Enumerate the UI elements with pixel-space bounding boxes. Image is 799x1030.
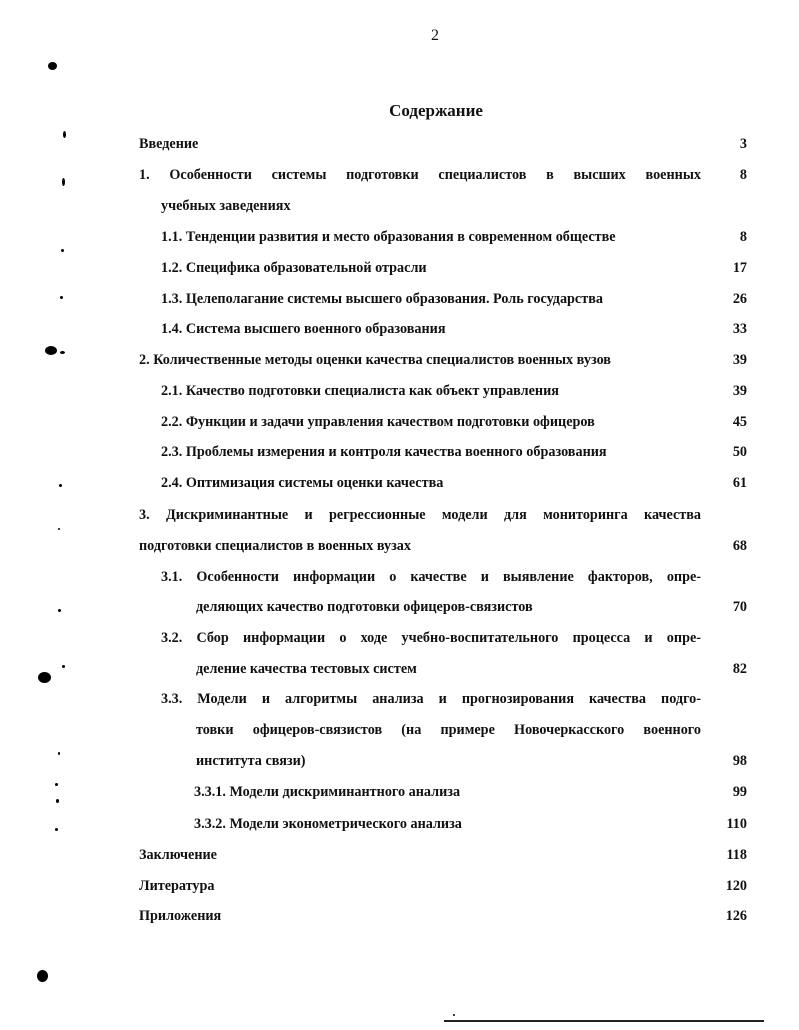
toc-entry-literature: Литература [139, 878, 215, 894]
toc-entry-chapter-2: 2. Количественные методы оценки качества специалистов военных вузов [139, 352, 611, 368]
toc-page-2-1: 39 [732, 383, 747, 399]
toc-entry-3-3-cont: товки офицеров-связистов (на примере Новочеркасского военного [196, 722, 701, 738]
toc-page-conclusion: 118 [726, 847, 747, 863]
toc-entry-1-3: 1.3. Целеполагание системы высшего образования. Роль государства [161, 291, 603, 307]
toc-entry-3-1: 3.1. Особенности информации о качестве и выявление факторов, опре- [161, 569, 701, 585]
toc-entry-appendices: Приложения [139, 908, 222, 924]
toc-title: Содержание [389, 101, 483, 120]
scan-speck [56, 799, 59, 803]
scan-speck [62, 665, 65, 668]
toc-entry-1-2: 1.2. Специфика образовательной отрасли [161, 260, 427, 276]
toc-page-2-4: 61 [732, 475, 747, 491]
scan-speck [58, 528, 60, 530]
scan-speck [60, 351, 65, 354]
scan-speck [59, 484, 62, 487]
toc-entry-1-4: 1.4. Система высшего военного образования [161, 321, 446, 337]
toc-page-3-1: 70 [732, 599, 747, 615]
toc-page-1-1: 8 [739, 229, 747, 245]
toc-page-chapter-3: 68 [732, 538, 747, 554]
toc-entry-2-4: 2.4. Оптимизация системы оценки качества [161, 475, 444, 491]
scan-speck [45, 346, 57, 355]
toc-entry-chapter-1: 1. Особенности системы подготовки специалистов в высших военных [139, 167, 701, 183]
toc-entry-2-2: 2.2. Функции и задачи управления качеством подготовки офицеров [161, 414, 595, 430]
scan-speck [55, 828, 58, 831]
toc-entry-3-3-2: 3.3.2. Модели эконометрического анализа [194, 816, 462, 832]
toc-page-3-3-1: 99 [732, 784, 747, 800]
scan-speck [453, 1014, 455, 1016]
scan-speck [38, 672, 51, 683]
page-number: 2 [431, 27, 439, 44]
toc-entry-3-3-1: 3.3.1. Модели дискриминантного анализа [194, 784, 461, 800]
toc-page-1-3: 26 [732, 291, 747, 307]
toc-entry-introduction: Введение [139, 136, 199, 152]
toc-page-appendices: 126 [725, 908, 747, 924]
scan-speck [60, 296, 63, 299]
toc-page-3-2: 82 [732, 661, 747, 677]
toc-entry-3-1-cont: деляющих качество подготовки офицеров-связистов [196, 599, 533, 615]
toc-page-3-3: 98 [732, 753, 747, 769]
toc-page-2-3: 50 [732, 444, 747, 460]
toc-page-literature: 120 [725, 878, 747, 894]
toc-entry-3-2-cont: деление качества тестовых систем [196, 661, 417, 677]
toc-entry-3-3: 3.3. Модели и алгоритмы анализа и прогнозирования качества подго- [161, 691, 701, 707]
toc-entry-chapter-3-cont: подготовки специалистов в военных вузах [139, 538, 411, 554]
toc-entry-chapter-3: 3. Дискриминантные и регрессионные модели для мониторинга качества [139, 507, 701, 523]
scan-speck [55, 783, 58, 786]
toc-page-chapter-1: 8 [739, 167, 747, 183]
scan-speck [63, 131, 66, 138]
bottom-edge-line [444, 1020, 764, 1022]
toc-entry-conclusion: Заключение [139, 847, 217, 863]
toc-page-1-2: 17 [732, 260, 747, 276]
toc-page-1-4: 33 [732, 321, 747, 337]
toc-entry-chapter-1-cont: учебных заведениях [161, 198, 291, 214]
scan-speck [37, 970, 48, 982]
toc-entry-3-3-cont-2: института связи) [196, 753, 306, 769]
toc-page-introduction: 3 [739, 136, 747, 152]
scan-speck [48, 62, 57, 70]
toc-entry-2-3: 2.3. Проблемы измерения и контроля качества военного образования [161, 444, 607, 460]
toc-page-2-2: 45 [732, 414, 747, 430]
scan-speck [61, 249, 64, 252]
toc-entry-1-1: 1.1. Тенденции развития и место образования в современном обществе [161, 229, 616, 245]
toc-page-3-3-2: 110 [726, 816, 747, 832]
scan-speck [62, 178, 65, 186]
toc-entry-2-1: 2.1. Качество подготовки специалиста как объект управления [161, 383, 559, 399]
toc-page-chapter-2: 39 [732, 352, 747, 368]
scan-speck [58, 752, 60, 755]
toc-entry-3-2: 3.2. Сбор информации о ходе учебно-воспитательного процесса и опре- [161, 630, 701, 646]
scan-speck [58, 609, 61, 612]
